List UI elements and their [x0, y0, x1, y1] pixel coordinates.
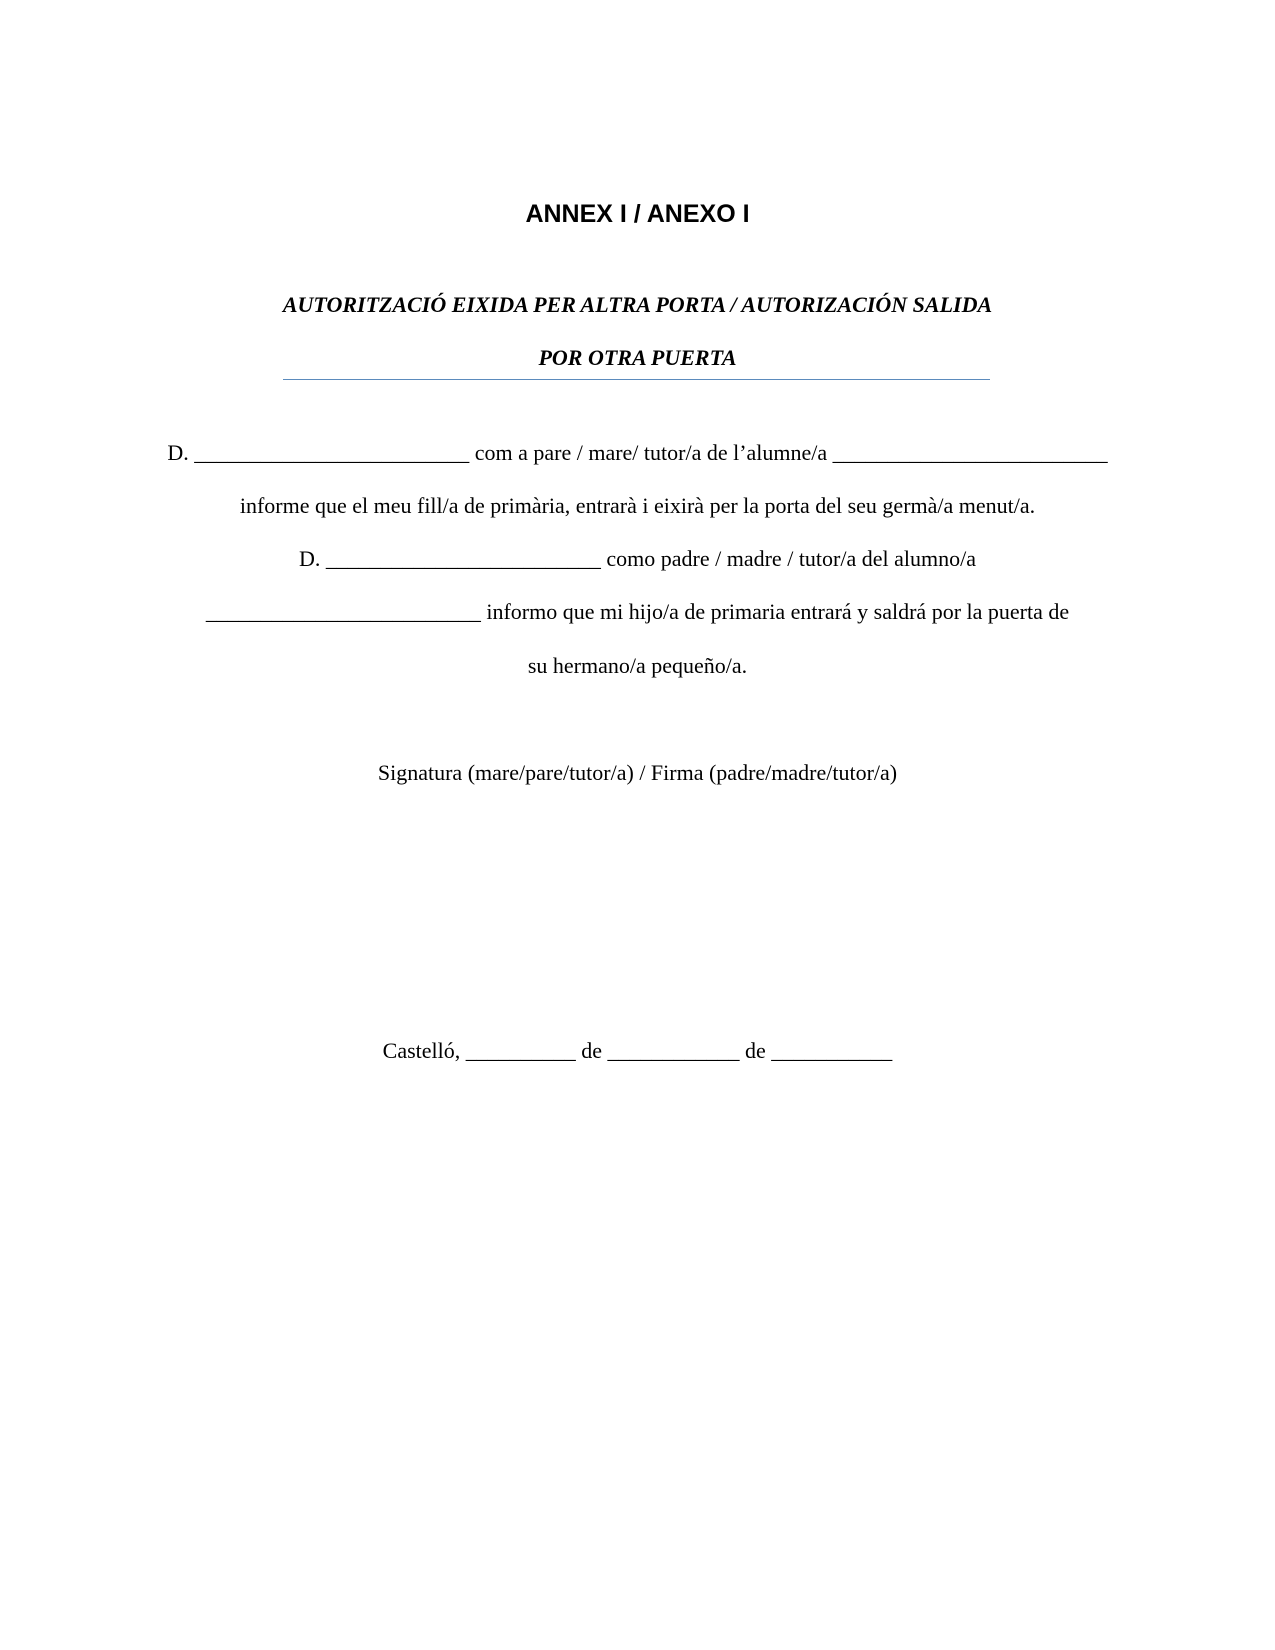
- signature-label: Signatura (mare/pare/tutor/a) / Firma (padre/madre/tutor/a): [377, 760, 898, 785]
- place-date-line: Castelló, __________ de ____________ de ___________: [382, 1038, 893, 1063]
- body-line-catalan-2: informe que el meu fill/a de primària, entrarà i eixirà per la porta del seu germà/a menut/a.: [239, 493, 1036, 518]
- document-title: ANNEX I / ANEXO I: [525, 200, 750, 228]
- body-line-catalan-1: D. _________________________ com a pare / mare/ tutor/a de l’alumne/a _________________________: [167, 440, 1108, 465]
- body-line-spanish-1: D. _________________________ como padre / madre / tutor/a del alumno/a: [299, 546, 976, 571]
- body-line-spanish-3: su hermano/a pequeño/a.: [527, 653, 748, 678]
- document-subtitle-line1: AUTORITZACIÓ EIXIDA PER ALTRA PORTA / AUTORIZACIÓN SALIDA: [282, 292, 993, 317]
- body-line-spanish-2: _________________________ informo que mi hijo/a de primaria entrará y saldrá por la puerta de: [205, 599, 1070, 624]
- subtitle-divider: [283, 379, 990, 380]
- document-subtitle-line2: POR OTRA PUERTA: [538, 345, 737, 370]
